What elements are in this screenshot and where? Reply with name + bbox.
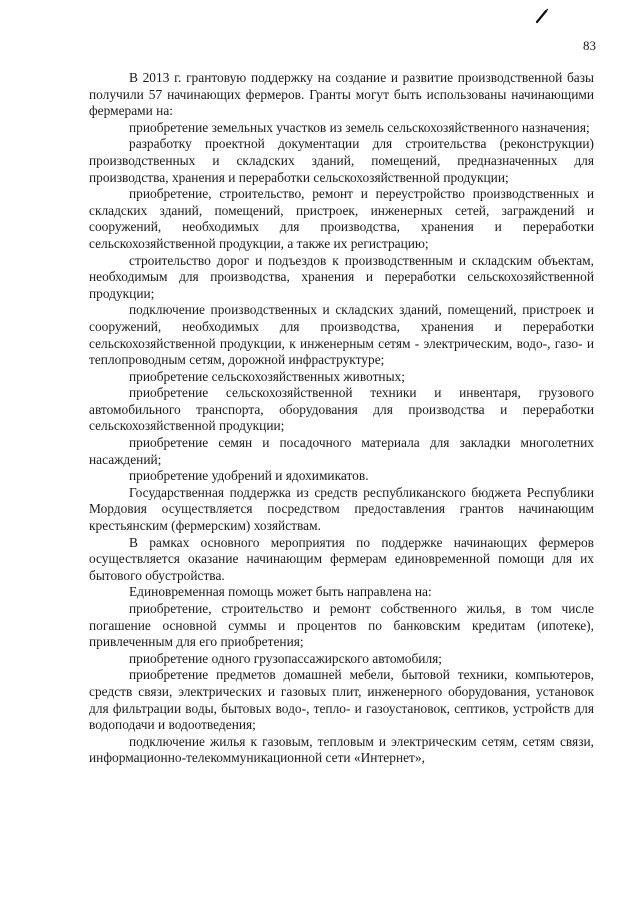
list-item: приобретение, строительство и ремонт собственного жилья, в том числе погашение основной суммы и процентов по банковским кредитам (ипотеке), привлеченным для его приобретения; — [89, 601, 594, 650]
paragraph: Государственная поддержка из средств республиканского бюджета Республики Мордовия осуществляется посредством предоставления грантов начинающим крестьянским (фермерским) хозяйствам. — [89, 484, 594, 534]
list-item: разработку проектной документации для строительства (реконструкции) производственных и складских зданий, помещений, предназначенных для производства, хранения и переработки сельскохозяйственной продукции; — [89, 136, 594, 185]
list-item: приобретение, строительство, ремонт и переустройство производственных и складских зданий, помещений, пристроек, инженерных сетей, заграждений и сооружений, необходимых для производства, хранения и переработки сельскохозяйственной продукции, а также их регистрацию; — [89, 186, 594, 251]
list-item: подключение жилья к газовым, тепловым и электрическим сетям, сетям связи, информационно-телекоммуникационной сети «Интернет», — [89, 733, 594, 766]
list-item: приобретение одного грузопассажирского автомобиля; — [129, 650, 443, 666]
page-number: 83 — [583, 38, 596, 53]
document-body — [89, 70, 594, 767]
paragraph-intro: В 2013 г. грантовую поддержку на создание и развитие производственной базы получили 57 начинающих фермеров. Гранты могут быть использованы начинающими фермерами на: — [89, 70, 594, 119]
list-item: приобретение предметов домашней мебели, бытовой техники, компьютеров, средств связи, электрических и газовых плит, инженерного оборудования, установок для фильтрации воды, бытовых водо-, тепло- и газоустановок, септиков, устройств для водоподачи и водоотведения; — [89, 667, 594, 733]
list-item: приобретение удобрений и ядохимикатов. — [129, 468, 369, 484]
paragraph: Единовременная помощь может быть направлена на: — [129, 584, 432, 600]
list-item: приобретение сельскохозяйственной техники и инвентаря, грузового автомобильного транспорта, оборудования для производства и переработки сельскохозяйственной продукции; — [89, 385, 594, 434]
list-item: приобретение сельскохозяйственных животных; — [129, 368, 406, 384]
list-item: строительство дорог и подъездов к производственным и складским объектам, необходимым для производства, хранения и переработки сельскохозяйственной продукции; — [89, 252, 594, 301]
list-item: приобретение семян и посадочного материала для закладки многолетних насаждений; — [89, 435, 594, 467]
pen-mark-icon — [535, 8, 549, 24]
paragraph: В рамках основного мероприятия по поддержке начинающих фермеров осуществляется оказание начинающим фермерам единовременной помощи для их бытового обустройства. — [89, 534, 594, 583]
list-item: подключение производственных и складских зданий, помещений, пристроек и сооружений, необходимых для производства, хранения и переработки сельскохозяйственной продукции, к инженерным сетям - электрическим, водо-, газо- и теплопроводным сетям, дорожной инфраструктуре; — [89, 302, 594, 368]
list-item: приобретение земельных участков из земель сельскохозяйственного назначения; — [129, 119, 590, 135]
